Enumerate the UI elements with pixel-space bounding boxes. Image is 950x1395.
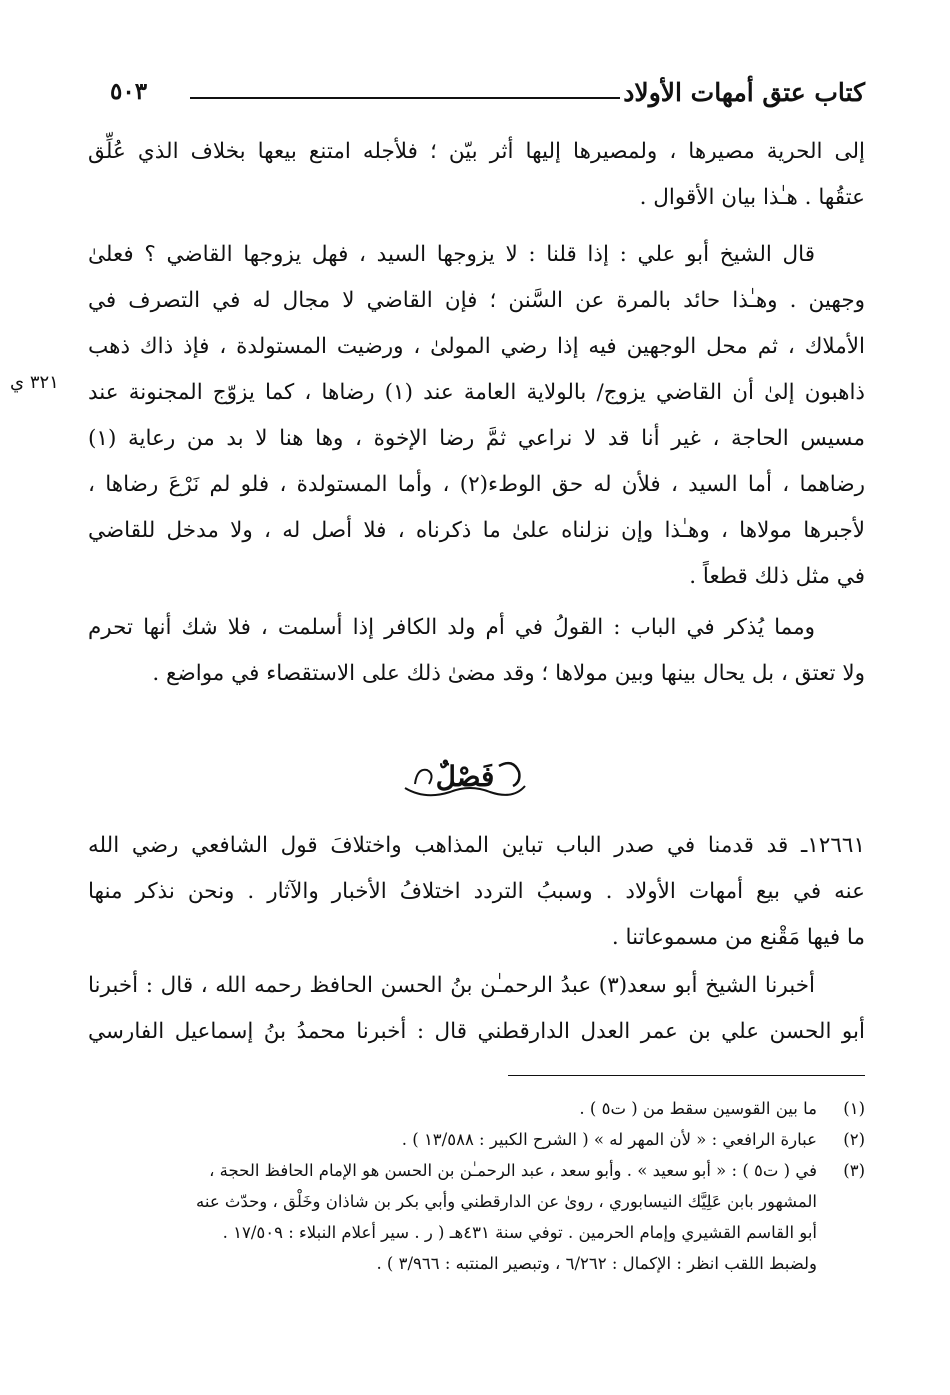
- section-heading-ornament: [395, 748, 535, 810]
- text-line: عتقُها . هـٰذا بيان الأقوال .: [639, 185, 865, 210]
- text-line: أبو الحسن علي بن عمر العدل الدارقطني قال : أخبرنا محمدُ بنُ إسماعيل الفارسي: [88, 1019, 865, 1044]
- footnote-line: في ( ت٥ ) : « أبو سعيد » . وأبو سعد ، عبد الرحمـٰن بن الحسن هو الإمام الحافظ الحجة ،: [209, 1161, 817, 1180]
- section-heading-calligraphy: [395, 748, 535, 810]
- text-line: ولا تعتق ، بل يحال بينها وبين مولاها ؛ وقد مضىٰ ذلك على الاستقصاء في مواضع .: [152, 661, 865, 686]
- footnote-line: عبارة الرافعي : « لأن المهر له » ( الشرح الكبير : ١٣/٥٨٨ ) .: [401, 1130, 817, 1149]
- text-line: رضاهما ، أما السيد ، فلأن له حق الوطء(٢) ، وأما المستولدة ، فلو لم نَرْعَ رضاها ،: [88, 472, 865, 497]
- text-line: عنه في بيع أمهات الأولاد . وسببُ التردد اختلافُ الأخبار والآثار . ونحن نذكر منها: [88, 879, 865, 904]
- footnote-number: (٣): [843, 1161, 865, 1180]
- text-line: مسيس الحاجة ، غير أنا قد لا نراعي ثمَّ رضا الإخوة ، وها هنا لا بد من رعاية (١): [88, 426, 865, 451]
- footnote-number: (١): [843, 1099, 865, 1118]
- text-line: قال الشيخ أبو علي : إذا قلنا : لا يزوجها السيد ، فهل يزوجها القاضي ؟ فعلىٰ: [88, 242, 815, 267]
- footnote-line: ما بين القوسين سقط من ( ت٥ ) .: [579, 1099, 817, 1118]
- section-heading-text: فَصْلٌ: [435, 760, 495, 793]
- text-line: ومما يُذكر في الباب : القولُ في أم ولد الكافر إذا أسلمت ، فلا شك أنها تحرم: [88, 615, 815, 640]
- paragraph-5: [88, 963, 865, 1055]
- text-line: في مثل ذلك قطعاً .: [689, 564, 865, 589]
- paragraph-3: [88, 605, 865, 697]
- page-number: ٥٠٣: [110, 78, 148, 105]
- footnote-line: المشهور بابن عَلِيَّك النيسابوري ، روىٰ عن الدارقطني وأبي بكر بن شاذان وخَلْق ، وحدّث عنه: [196, 1192, 817, 1211]
- text-line: لأجبرها مولاها ، وهـٰذا وإن نزلناه علىٰ ما ذكرناه ، فلا أصل له ، ولا مدخل للقاضي: [88, 518, 865, 543]
- text-line: ما فيها مَقْنع من مسموعاتنا .: [611, 925, 865, 950]
- margin-manuscript-note: ٣٢١ ي: [10, 372, 59, 393]
- text-line: الأملاك ، ثم محل الوجهين فيه إذا رضي المولىٰ ، ورضيت المستولدة ، فإذ ذاك ذهب: [88, 334, 865, 359]
- footnote-3: [88, 1155, 865, 1279]
- header-rule: [190, 97, 620, 99]
- footnote-2: [88, 1124, 865, 1155]
- footnote-line: أبو القاسم القشيري وإمام الحرمين . توفي سنة ٤٣١هـ ( ر . سير أعلام النبلاء : ١٧/٥٠٩ .: [222, 1223, 817, 1242]
- paragraph-1: [88, 129, 865, 221]
- text-line: إلى الحرية مصيرها ، ولمصيرها إليها أثر بيّن ؛ فلأجله امتنع بيعها بخلاف الذي عُلِّق: [88, 139, 865, 164]
- footnote-separator: [508, 1075, 865, 1076]
- text-line: وجهين . وهـٰذا حائد بالمرة عن السَّنن ؛ فإن القاضي لا مجال له في التصرف في: [88, 288, 865, 313]
- footnote-1: [88, 1093, 865, 1124]
- header-title: كتاب عتق أمهات الأولاد: [623, 78, 865, 107]
- text-line: ١٢٦٦١ـ قد قدمنا في صدر الباب تباين المذاهب واختلافَ قول الشافعي رضي الله: [88, 833, 865, 858]
- running-header: [110, 78, 865, 118]
- text-line: ذاهبون إلىٰ أن القاضي يزوج/ بالولاية العامة عند (١) رضاها ، كما يزوّج المجنونة عند: [88, 380, 865, 405]
- paragraph-4: [88, 823, 865, 961]
- footnote-line: ولضبط اللقب انظر : الإكمال : ٦/٢٦٢ ، وتبصير المنتبه : ٣/٩٦٦ ) .: [376, 1254, 817, 1273]
- text-line: أخبرنا الشيخ أبو سعد(٣) عبدُ الرحمـٰن بنُ الحسن الحافظ رحمه الله ، قال : أخبرنا: [88, 973, 815, 998]
- footnotes: [88, 1093, 865, 1279]
- paragraph-2: [88, 232, 865, 600]
- footnote-number: (٢): [843, 1130, 865, 1149]
